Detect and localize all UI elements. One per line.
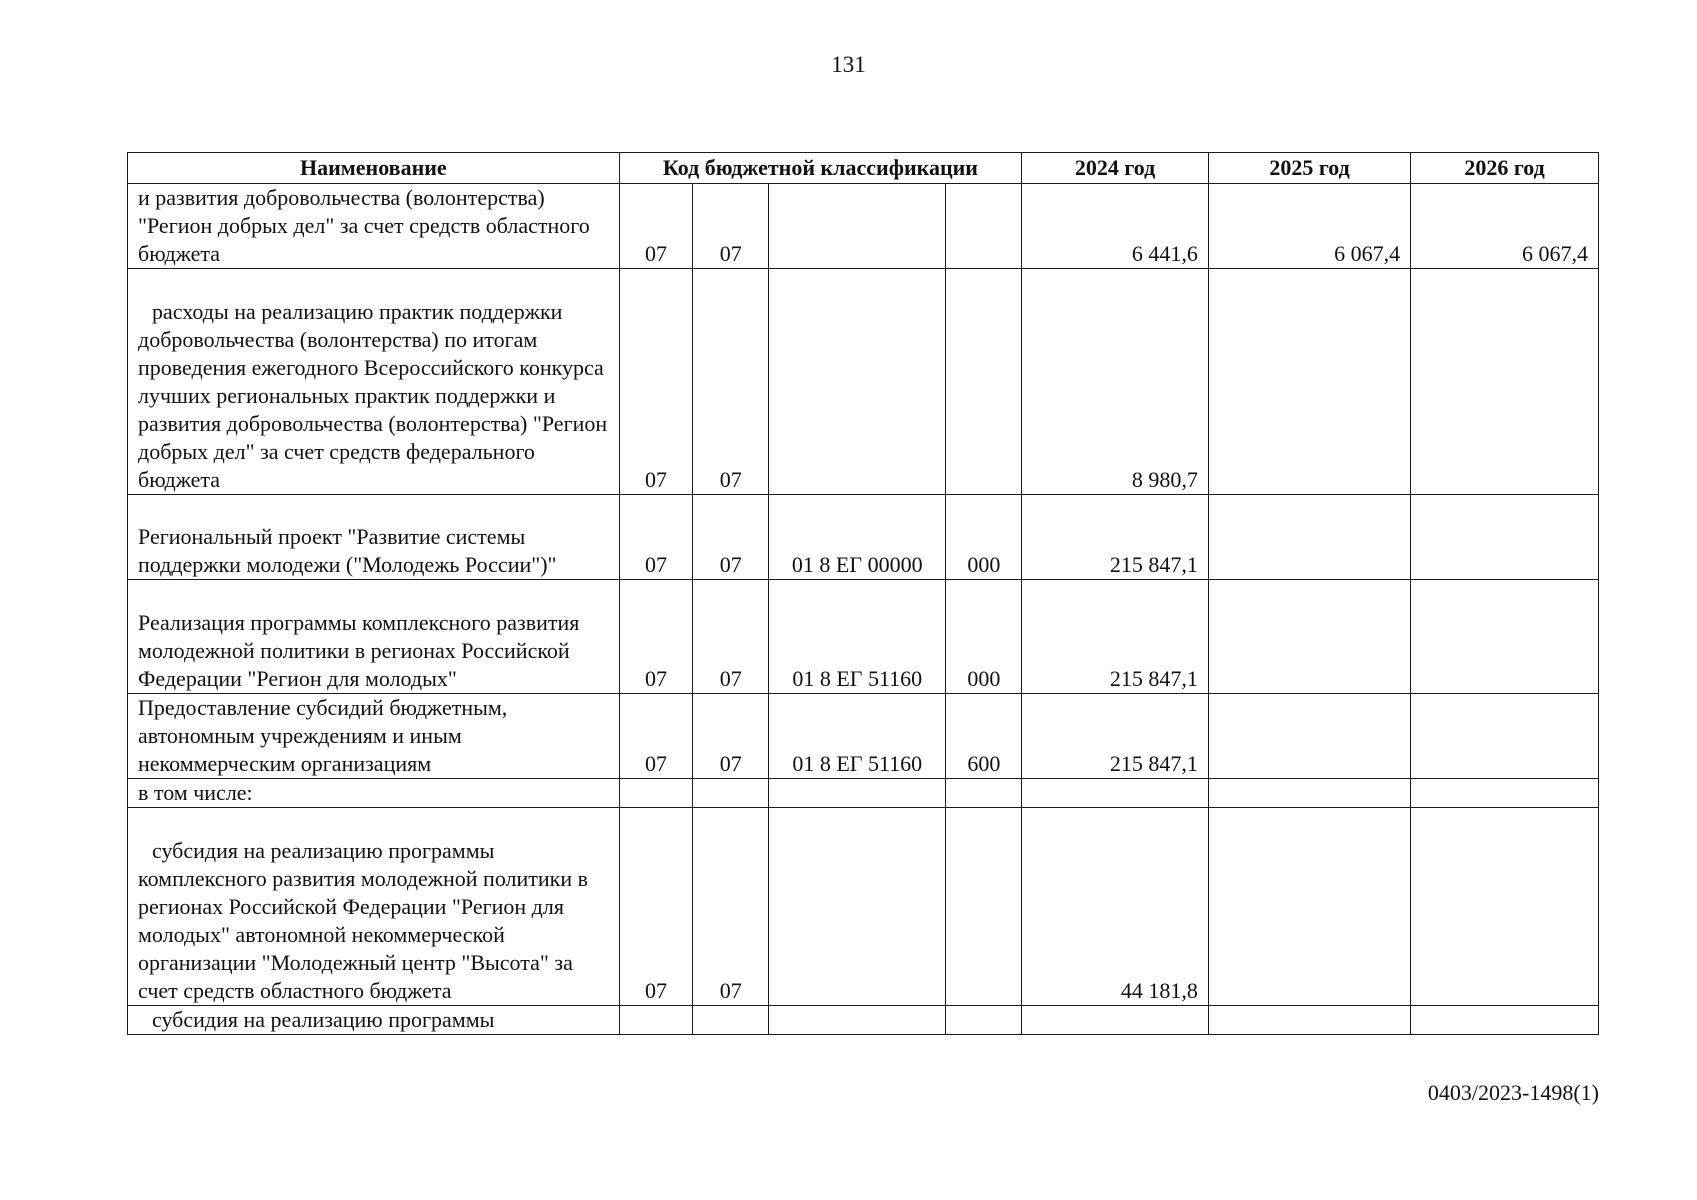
code-expense-type: 600 [946,694,1022,779]
amount-2026: 6 067,4 [1411,184,1599,269]
table-row [128,1006,1599,1035]
amount-2026 [1411,269,1599,495]
code-section: 07 [619,269,693,495]
code-target-article [769,184,946,269]
amount-2025 [1208,1006,1410,1035]
budget-table [127,152,1599,1035]
row-name: Региональный проект "Развитие системы поддержки молодежи ("Молодежь России")" [128,495,620,580]
code-expense-type: 000 [946,495,1022,580]
table-row [128,808,1599,1006]
amount-2026 [1411,495,1599,580]
row-name-text: расходы на реализацию практик поддержки добровольчества (волонтерства) по итогам проведения ежегодного Всероссийского конкурса лучших региональных практик поддержки и развития добровольчества (волонтерства) "Регион добрых дел" за счет средств федерального бюджета [138,299,608,492]
code-section: 07 [619,184,693,269]
table-row [128,694,1599,779]
row-name: Предоставление субсидий бюджетным, автономным учреждениям и иным некоммерческим организациям [128,694,620,779]
amount-2024: 8 980,7 [1022,269,1209,495]
header-budget-code: Код бюджетной классификации [619,153,1021,184]
code-expense-type [946,1006,1022,1035]
code-expense-type [946,779,1022,808]
row-name-text: субсидия на реализацию программы комплексного развития молодежной политики в регионах Российской Федерации "Регион для молодых" автономной некоммерческой организации "Молодежный центр "Высота" за счет средств областного бюджета [138,838,589,1003]
amount-2025: 6 067,4 [1208,184,1410,269]
table-row [128,495,1599,580]
code-expense-type [946,269,1022,495]
table-row [128,779,1599,808]
code-subsection: 07 [693,580,769,694]
code-target-article [769,1006,946,1035]
code-expense-type [946,808,1022,1006]
code-subsection: 07 [693,269,769,495]
amount-2025 [1208,580,1410,694]
table-row [128,580,1599,694]
amount-2026 [1411,694,1599,779]
row-name-text: субсидия на реализацию программы [152,1007,495,1032]
table-row [128,184,1599,269]
amount-2025 [1208,694,1410,779]
amount-2024: 44 181,8 [1022,808,1209,1006]
code-target-article [769,808,946,1006]
code-subsection [693,779,769,808]
amount-2026 [1411,779,1599,808]
amount-2024: 215 847,1 [1022,495,1209,580]
row-name [128,269,620,495]
table-row [128,269,1599,495]
amount-2024: 215 847,1 [1022,580,1209,694]
code-section: 07 [619,580,693,694]
row-name [128,1006,620,1035]
amount-2025 [1208,495,1410,580]
amount-2025 [1208,808,1410,1006]
code-section: 07 [619,808,693,1006]
code-subsection: 07 [693,495,769,580]
code-subsection: 07 [693,184,769,269]
row-name: и развития добровольчества (волонтерства) "Регион добрых дел" за счет средств областного бюджета [128,184,620,269]
header-name: Наименование [128,153,620,184]
code-target-article: 01 8 ЕГ 51160 [769,580,946,694]
code-expense-type [946,184,1022,269]
page-number: 131 [831,52,866,77]
code-subsection [693,1006,769,1035]
code-section [619,1006,693,1035]
code-section: 07 [619,495,693,580]
amount-2025 [1208,779,1410,808]
header-2026: 2026 год [1411,153,1599,184]
document-id: 0403/2023-1498(1) [1427,1080,1599,1105]
header-2024: 2024 год [1022,153,1209,184]
code-target-article: 01 8 ЕГ 51160 [769,694,946,779]
table-header-row [128,153,1599,184]
code-section: 07 [619,694,693,779]
amount-2026 [1411,808,1599,1006]
code-section [619,779,693,808]
amount-2024: 215 847,1 [1022,694,1209,779]
code-expense-type: 000 [946,580,1022,694]
amount-2024 [1022,1006,1209,1035]
code-target-article [769,269,946,495]
amount-2026 [1411,580,1599,694]
code-subsection: 07 [693,694,769,779]
row-name [128,808,620,1006]
header-2025: 2025 год [1208,153,1410,184]
amount-2025 [1208,269,1410,495]
code-target-article: 01 8 ЕГ 00000 [769,495,946,580]
row-name: Реализация программы комплексного развития молодежной политики в регионах Российской Федерации "Регион для молодых" [128,580,620,694]
amount-2024: 6 441,6 [1022,184,1209,269]
amount-2026 [1411,1006,1599,1035]
code-target-article [769,779,946,808]
amount-2024 [1022,779,1209,808]
code-subsection: 07 [693,808,769,1006]
row-name: в том числе: [128,779,620,808]
